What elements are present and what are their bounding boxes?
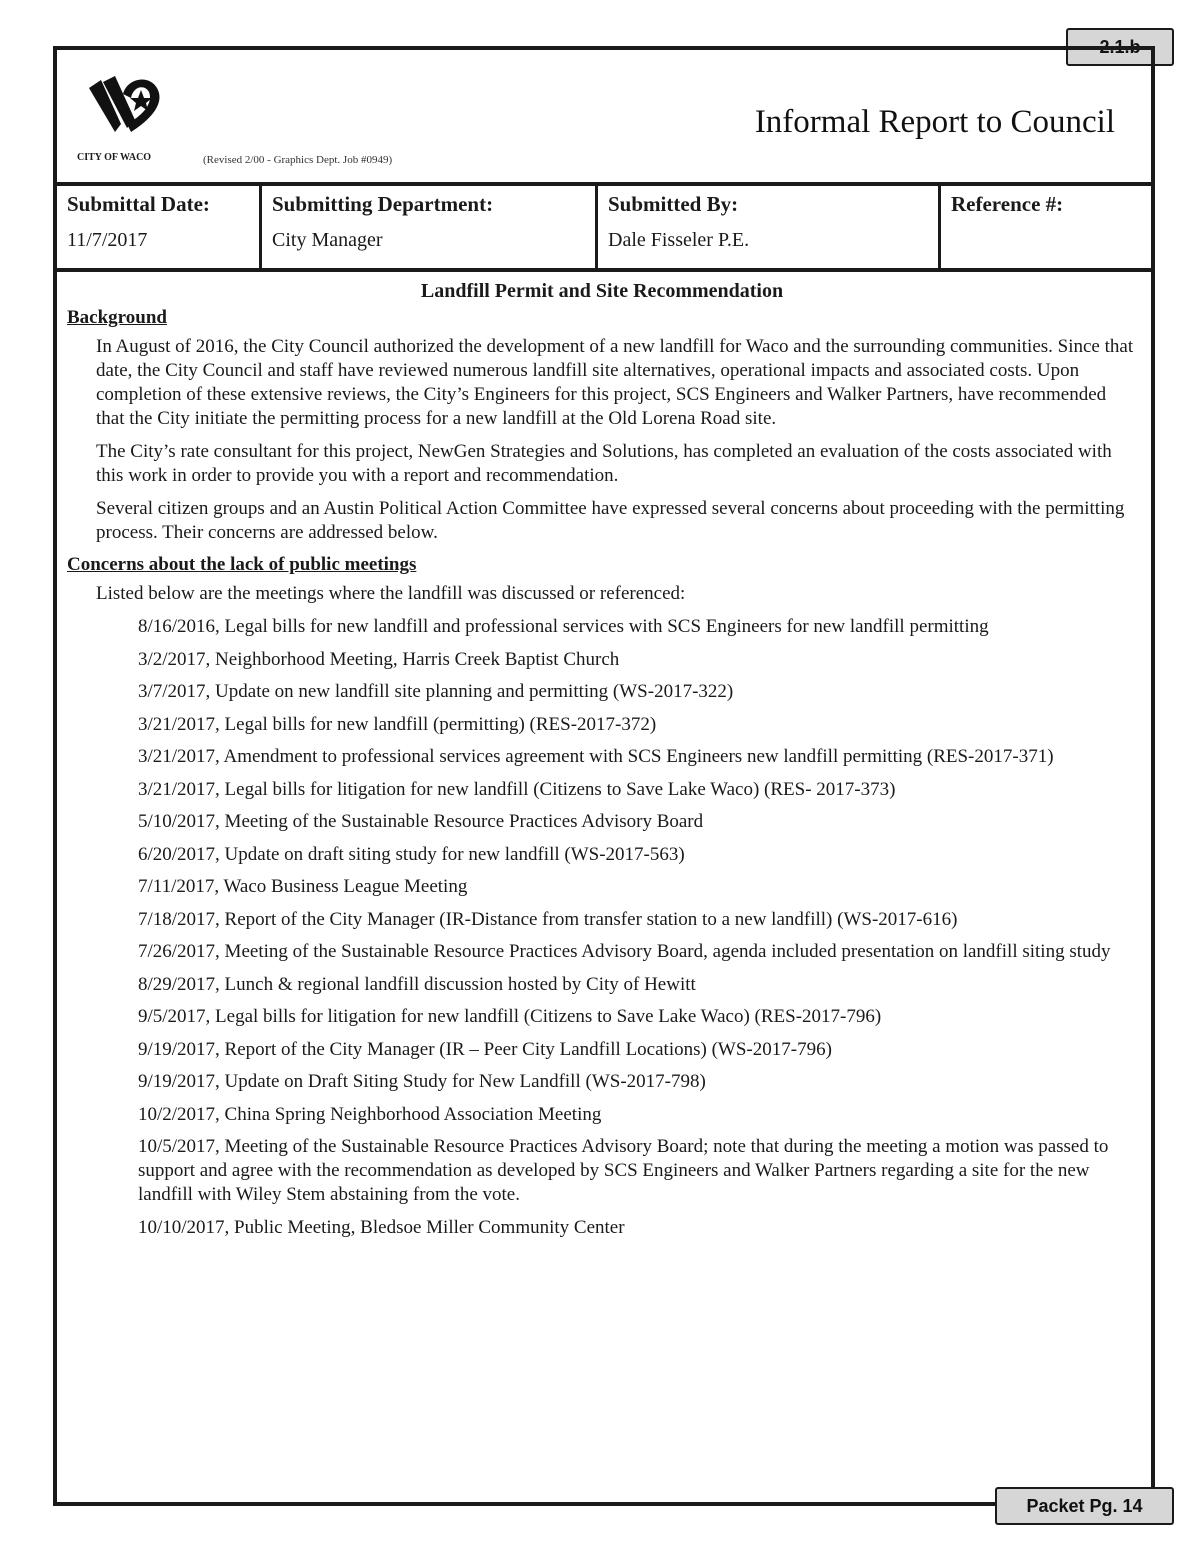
reference-cell [941,186,1151,268]
meeting-item: 3/21/2017, Amendment to professional services agreement with SCS Engineers new landfill permitting (RES-2017-371) [138,746,1054,767]
meeting-item: 7/18/2017, Report of the City Manager (IR-Distance from transfer station to a new landfill) (WS-2017-616) [138,908,958,930]
background-paragraph-1: In August of 2016, the City Council authorized the development of a new landfill for Waco and the surrounding communities. Since that date, the City Council and staff have reviewed numerous landfill site alternatives, operational impacts and associated costs. Upon completion of these extensive reviews, the City’s Engineers for this project, SCS Engineers and Walker Partners, have recommended that the City initiate the permitting process for a new landfill at the Old Lorena Road site. [96,336,1134,429]
meeting-item: 3/21/2017, Legal bills for litigation for new landfill (Citizens to Save Lake Waco) (RES- 2017-373) [138,778,896,800]
submittal-info-row [57,182,1151,272]
meeting-item: 3/21/2017, Legal bills for new landfill (permitting) (RES-2017-372) [138,713,657,735]
document-title: Landfill Permit and Site Recommendation [420,280,784,302]
packet-page-label: Packet Pg. 14 [1026,1495,1143,1516]
background-paragraph-3: Several citizen groups and an Austin Political Action Committee have expressed several concerns about proceeding with the permitting process. Their concerns are addressed below. [96,498,1125,543]
meeting-item: 8/29/2017, Lunch & regional landfill discussion hosted by City of Hewitt [138,973,696,995]
meeting-item: 9/19/2017, Update on Draft Siting Study for New Landfill (WS-2017-798) [138,1071,706,1092]
meeting-item: 3/2/2017, Neighborhood Meeting, Harris Creek Baptist Church [138,648,620,670]
report-title: Informal Report to Council [754,104,1115,140]
submitting-department-cell [262,186,598,268]
meetings-intro: Listed below are the meetings where the landfill was discussed or referenced: [96,583,686,604]
meetings-list [138,615,1137,1240]
meeting-item: 7/26/2017, Meeting of the Sustainable Resource Practices Advisory Board, agenda included presentation on landfill siting study [138,941,1111,962]
submittal-date-value: 11/7/2017 [67,229,148,251]
submitting-department-value: City Manager [272,229,383,251]
concerns-heading: Concerns about the lack of public meetings [67,554,417,575]
city-of-waco-logo [77,72,197,162]
packet-page-tab [995,1487,1174,1525]
background-heading: Background [67,307,167,328]
meeting-item: 7/11/2017, Waco Business League Meeting [138,876,468,897]
meeting-item: 9/19/2017, Report of the City Manager (IR – Peer City Landfill Locations) (WS-2017-796) [138,1038,832,1060]
agenda-item-label: 2.1.b [1099,36,1141,57]
report-header [57,50,1151,182]
meeting-item: 10/2/2017, China Spring Neighborhood Association Meeting [138,1103,602,1125]
meeting-item: 5/10/2017, Meeting of the Sustainable Resource Practices Advisory Board [138,811,704,832]
background-paragraph-2: The City’s rate consultant for this project, NewGen Strategies and Solutions, has completed an evaluation of the costs associated with this work in order to provide you with a report and recommendation. [96,441,1112,486]
submitted-by-label: Submitted By: [608,192,739,216]
meeting-item: 3/7/2017, Update on new landfill site planning and permitting (WS-2017-322) [138,681,734,702]
meeting-item: 6/20/2017, Update on draft siting study for new landfill (WS-2017-563) [138,843,685,865]
logo-text: CITY OF WACO [77,152,152,163]
meeting-item: 9/5/2017, Legal bills for litigation for new landfill (Citizens to Save Lake Waco) (RES-2017-796) [138,1006,882,1027]
submitting-department-label: Submitting Department: [272,192,494,216]
submitted-by-value: Dale Fisseler P.E. [608,229,750,251]
reference-label: Reference #: [951,192,1064,216]
submitted-by-cell [598,186,941,268]
submittal-date-label: Submittal Date: [67,192,210,216]
meeting-item: 8/16/2016, Legal bills for new landfill and professional services with SCS Engineers for new landfill permitting [138,616,989,637]
revised-note: (Revised 2/00 - Graphics Dept. Job #0949) [203,154,393,166]
report-body [67,280,1137,1248]
waco-w-star-icon [87,72,167,142]
meeting-item: 10/10/2017, Public Meeting, Bledsoe Miller Community Center [138,1216,625,1238]
submittal-date-cell [57,186,262,268]
meeting-item: 10/5/2017, Meeting of the Sustainable Resource Practices Advisory Board; note that during the meeting a motion was passed to support and agree with the recommendation as developed by SCS Engineers and Walker Partners regarding a site for the new landfill with Wiley Stem abstaining from the vote. [138,1136,1109,1205]
